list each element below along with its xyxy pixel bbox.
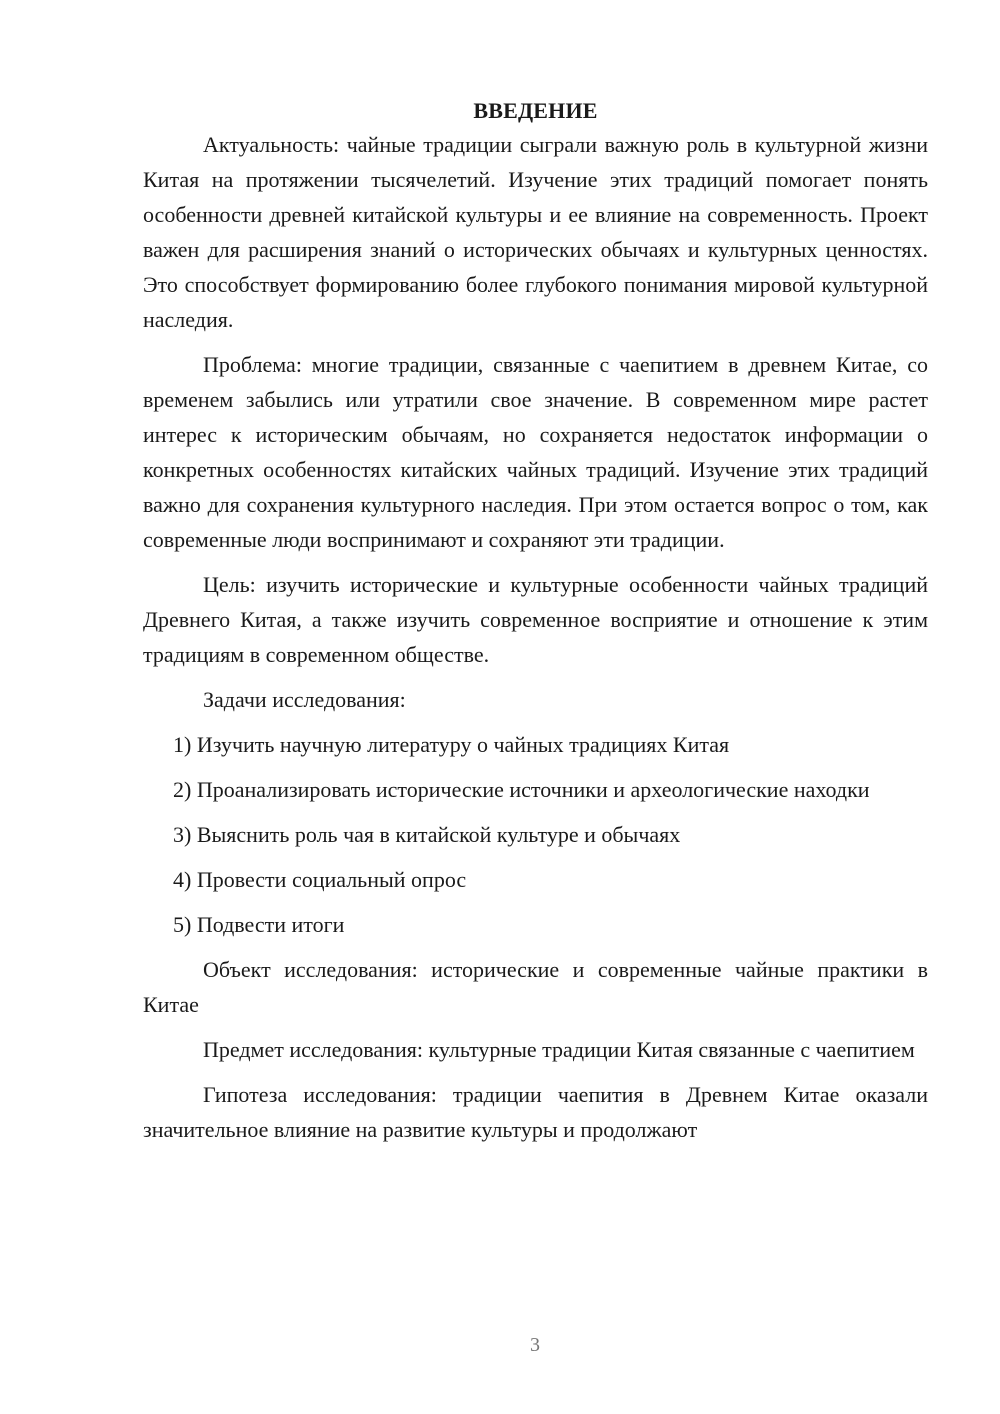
document-page xyxy=(143,94,928,1157)
page-number: 3 xyxy=(530,1334,540,1356)
task-item-4: 4) Провести социальный опрос xyxy=(173,867,467,892)
hypothesis-paragraph: Гипотеза исследования: традиции чаепития в Древнем Китае оказали значительное влияние на развитие культуры и продолжают xyxy=(143,1082,928,1142)
task-item-2: 2) Проанализировать исторические источники и археологические находки xyxy=(173,777,870,802)
task-item-1: 1) Изучить научную литературу о чайных традициях Китая xyxy=(173,732,730,757)
tasks-title: Задачи исследования: xyxy=(203,687,406,712)
section-heading: ВВЕДЕНИЕ xyxy=(473,98,598,123)
problem-paragraph: Проблема: многие традиции, связанные с чаепитием в древнем Китае, со временем забылись или утратили свое значение. В современном мире растет интерес к историческим обычаям, но сохраняется недостаток информации о конкретных особенностях китайских чайных традиций. Изучение этих традиций важно для сохранения культурного наследия. При этом остается вопрос о том, как современные люди воспринимают и сохраняют эти традиции. xyxy=(143,352,928,552)
task-item-5: 5) Подвести итоги xyxy=(173,912,345,937)
relevance-paragraph: Актуальность: чайные традиции сыграли важную роль в культурной жизни Китая на протяжении тысячелетий. Изучение этих традиций помогает понять особенности древней китайской культуры и ее влияние на современность. Проект важен для расширения знаний о исторических обычаях и культурных ценностях. Это способствует формированию более глубокого понимания мировой культурной наследия. xyxy=(143,132,928,332)
object-paragraph: Объект исследования: исторические и современные чайные практики в Китае xyxy=(143,957,928,1017)
goal-paragraph: Цель: изучить исторические и культурные особенности чайных традиций Древнего Китая, а также изучить современное восприятие и отношение к этим традициям в современном обществе. xyxy=(143,572,928,667)
task-item-3: 3) Выяснить роль чая в китайской культуре и обычаях xyxy=(173,822,681,847)
subject-paragraph: Предмет исследования: культурные традиции Китая связанные с чаепитием xyxy=(203,1037,915,1062)
